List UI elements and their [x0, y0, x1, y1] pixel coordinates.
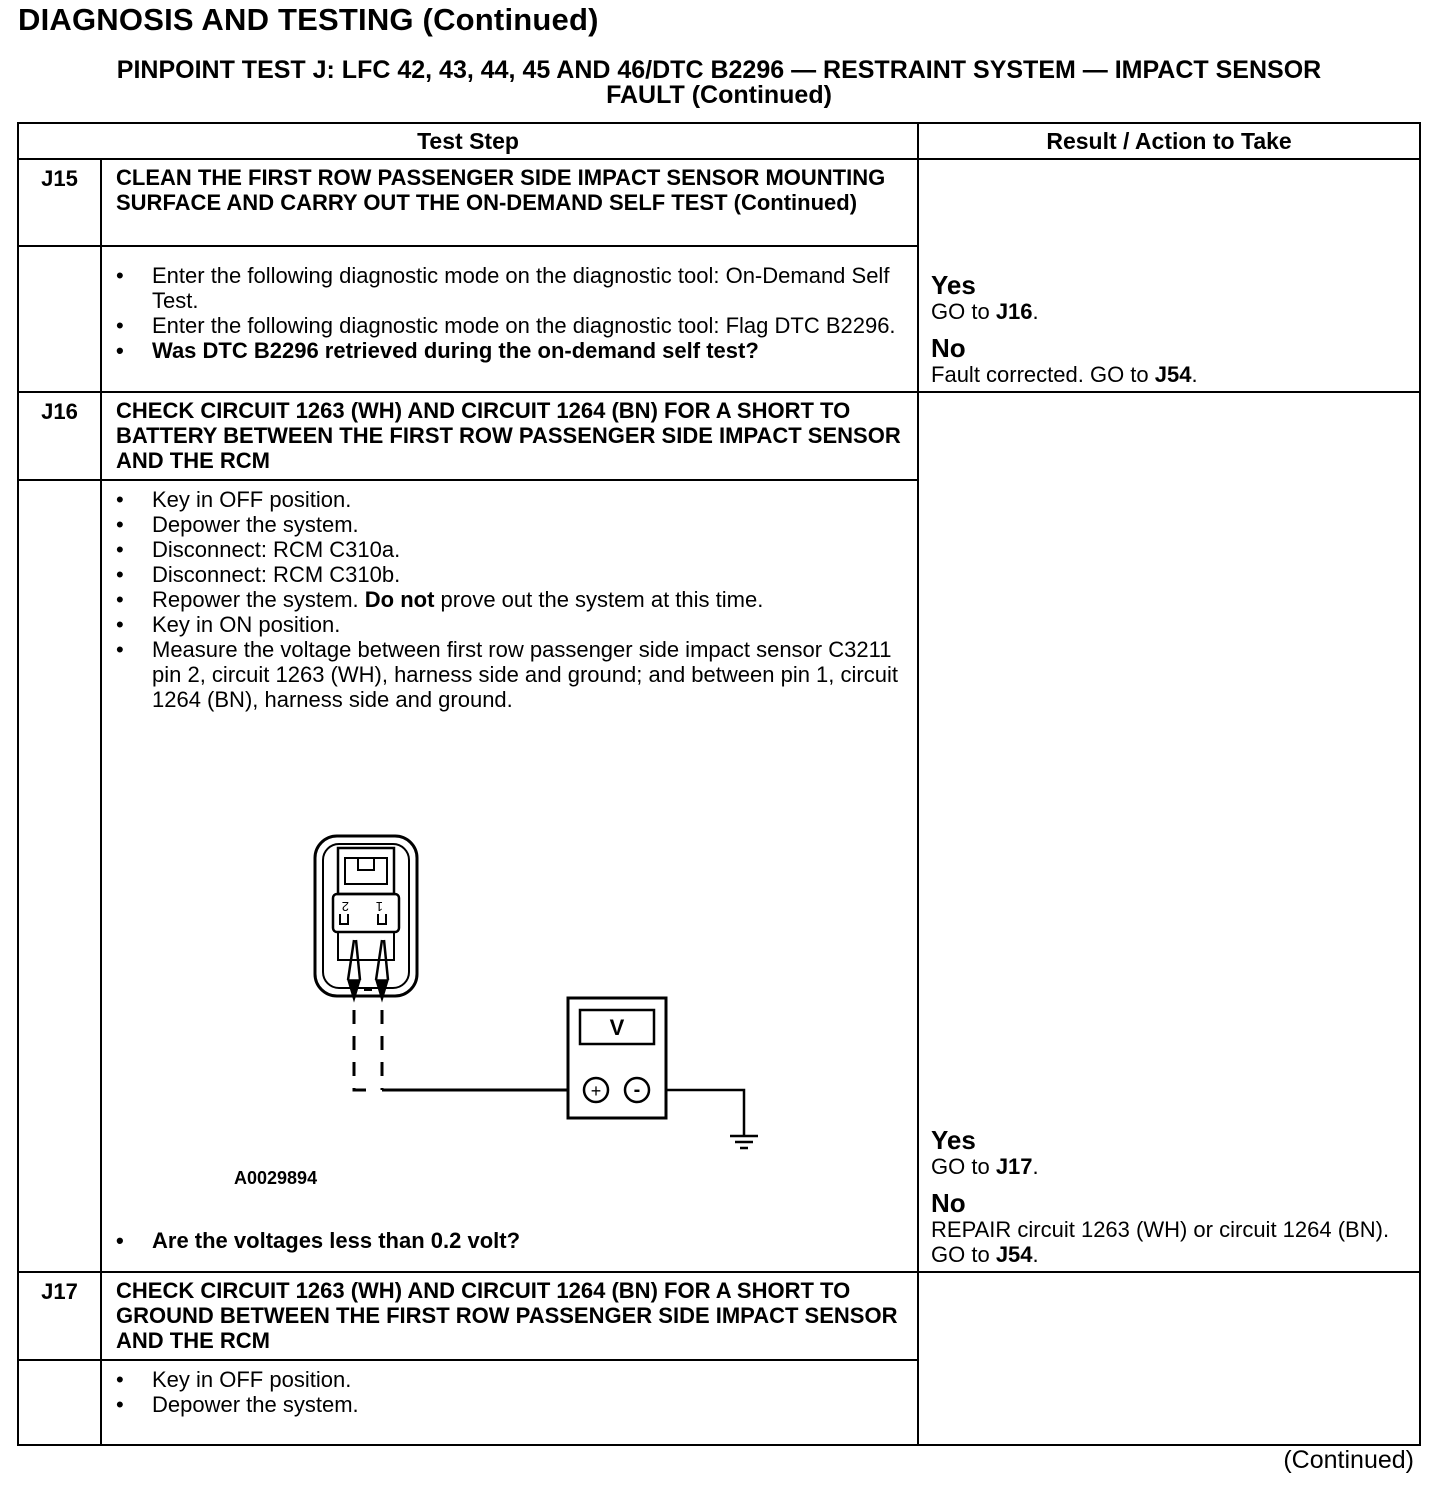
- pinpoint-test-title-line2: FAULT (Continued): [606, 81, 832, 109]
- result-block-j15: [931, 271, 1411, 387]
- list-item: • Depower the system.: [116, 512, 907, 537]
- pinpoint-test-title-line1: PINPOINT TEST J: LFC 42, 43, 44, 45 AND 46/DTC B2296 — RESTRAINT SYSTEM — IMPACT SENSOR: [116, 56, 1322, 84]
- ground-symbol-icon: [666, 1090, 758, 1148]
- list-item: • Key in OFF position.: [116, 1367, 907, 1392]
- yes-action-text: GO to: [931, 1154, 996, 1179]
- pin-2-label: 2: [341, 899, 349, 914]
- meter-minus-terminal: -: [633, 1079, 641, 1101]
- table-header-row: [18, 123, 1420, 159]
- step-j15-heading-row: [18, 159, 1420, 246]
- figure-id: A0029894: [234, 1168, 318, 1188]
- list-item: • Disconnect: RCM C310b.: [116, 562, 907, 587]
- result-yes-action: [931, 299, 1411, 324]
- step-id-j15: J15: [18, 159, 101, 246]
- pinpoint-test-title: [18, 58, 1420, 108]
- voltmeter-display-label: V: [609, 1015, 625, 1040]
- step-heading-j16: CHECK CIRCUIT 1263 (WH) AND CIRCUIT 1264 (BN) FOR A SHORT TO BATTERY BETWEEN THE FIRST ROW PASSENGER SIDE IMPACT SENSOR AND THE RCM: [101, 392, 918, 480]
- yes-action-end: .: [1032, 1154, 1039, 1179]
- step-body-j15: [101, 246, 918, 392]
- result-yes-action: [931, 1154, 1411, 1179]
- step-j17-heading-row: [18, 1272, 1420, 1360]
- no-action-ref: J54: [995, 1242, 1033, 1267]
- result-no-label: No: [931, 1188, 966, 1218]
- col-header-result: Result / Action to Take: [918, 123, 1420, 159]
- yes-action-ref: J17: [995, 1154, 1033, 1179]
- yes-action-ref: J16: [995, 299, 1033, 324]
- no-action-end: .: [1032, 1242, 1039, 1267]
- result-yes-label: Yes: [931, 1125, 976, 1155]
- result-block-j16: [931, 1126, 1411, 1267]
- list-item-text: Repower the system.: [152, 587, 365, 612]
- list-item: • Key in ON position.: [116, 612, 907, 637]
- probe-leads: [354, 1010, 568, 1090]
- page-title: DIAGNOSIS AND TESTING (Continued): [18, 2, 599, 37]
- continued-note: (Continued): [1283, 1446, 1414, 1474]
- list-item-question: • Was DTC B2296 retrieved during the on-demand self test?: [116, 338, 907, 363]
- result-no-action: [931, 362, 1411, 387]
- yes-action-end: .: [1032, 299, 1039, 324]
- result-j17: [918, 1272, 1420, 1445]
- connector-meter-diagram: [102, 718, 917, 1228]
- yes-action-text: GO to: [931, 299, 996, 324]
- list-item: • Measure the voltage between first row passenger side impact sensor C3211 pin 2, circuit 1263 (WH), harness side and ground; and between pin 1, circuit 1264 (BN), harness side and ground.: [116, 637, 907, 712]
- result-no-action: [931, 1217, 1411, 1267]
- result-j15: [918, 159, 1420, 392]
- list-item: [116, 587, 907, 612]
- result-j16: [918, 392, 1420, 1272]
- step-heading-j15: CLEAN THE FIRST ROW PASSENGER SIDE IMPACT SENSOR MOUNTING SURFACE AND CARRY OUT THE ON-DEMAND SELF TEST (Continued): [101, 159, 918, 246]
- result-no-label: No: [931, 333, 966, 363]
- step-id-blank: [18, 480, 101, 1272]
- step-body-j16: [101, 480, 918, 1272]
- connector-c3211-icon: [315, 836, 417, 1000]
- list-item: • Disconnect: RCM C310a.: [116, 537, 907, 562]
- step-id-blank: [18, 1360, 101, 1445]
- list-item: • Depower the system.: [116, 1392, 907, 1417]
- no-action-ref: J54: [1154, 362, 1192, 387]
- list-item-text-end: prove out the system at this time.: [434, 587, 764, 612]
- list-item: • Key in OFF position.: [116, 487, 907, 512]
- list-item: • Enter the following diagnostic mode on the diagnostic tool: On-Demand Self Test.: [116, 263, 907, 313]
- step-j16-heading-row: [18, 392, 1420, 480]
- result-yes-label: Yes: [931, 270, 976, 300]
- col-header-test-step: Test Step: [18, 123, 918, 159]
- step-id-j16: J16: [18, 392, 101, 480]
- wiring-figure: [102, 718, 917, 1228]
- list-item-emphasis: Do not: [364, 587, 435, 612]
- step-id-blank: [18, 246, 101, 392]
- no-action-text: REPAIR circuit 1263 (WH) or circuit 1264 (BN). GO to: [931, 1217, 1390, 1267]
- no-action-text: Fault corrected. GO to: [931, 362, 1155, 387]
- pinpoint-test-table: [17, 122, 1421, 1446]
- step-body-j17: [101, 1360, 918, 1445]
- list-item: • Enter the following diagnostic mode on the diagnostic tool: Flag DTC B2296.: [116, 313, 907, 338]
- meter-plus-terminal: +: [590, 1081, 602, 1101]
- list-item-question: • Are the voltages less than 0.2 volt?: [116, 1228, 907, 1253]
- pin-1-label: 1: [375, 899, 383, 914]
- step-heading-j17: CHECK CIRCUIT 1263 (WH) AND CIRCUIT 1264 (BN) FOR A SHORT TO GROUND BETWEEN THE FIRST ROW PASSENGER SIDE IMPACT SENSOR AND THE RCM: [101, 1272, 918, 1360]
- step-id-j17: J17: [18, 1272, 101, 1360]
- no-action-end: .: [1191, 362, 1198, 387]
